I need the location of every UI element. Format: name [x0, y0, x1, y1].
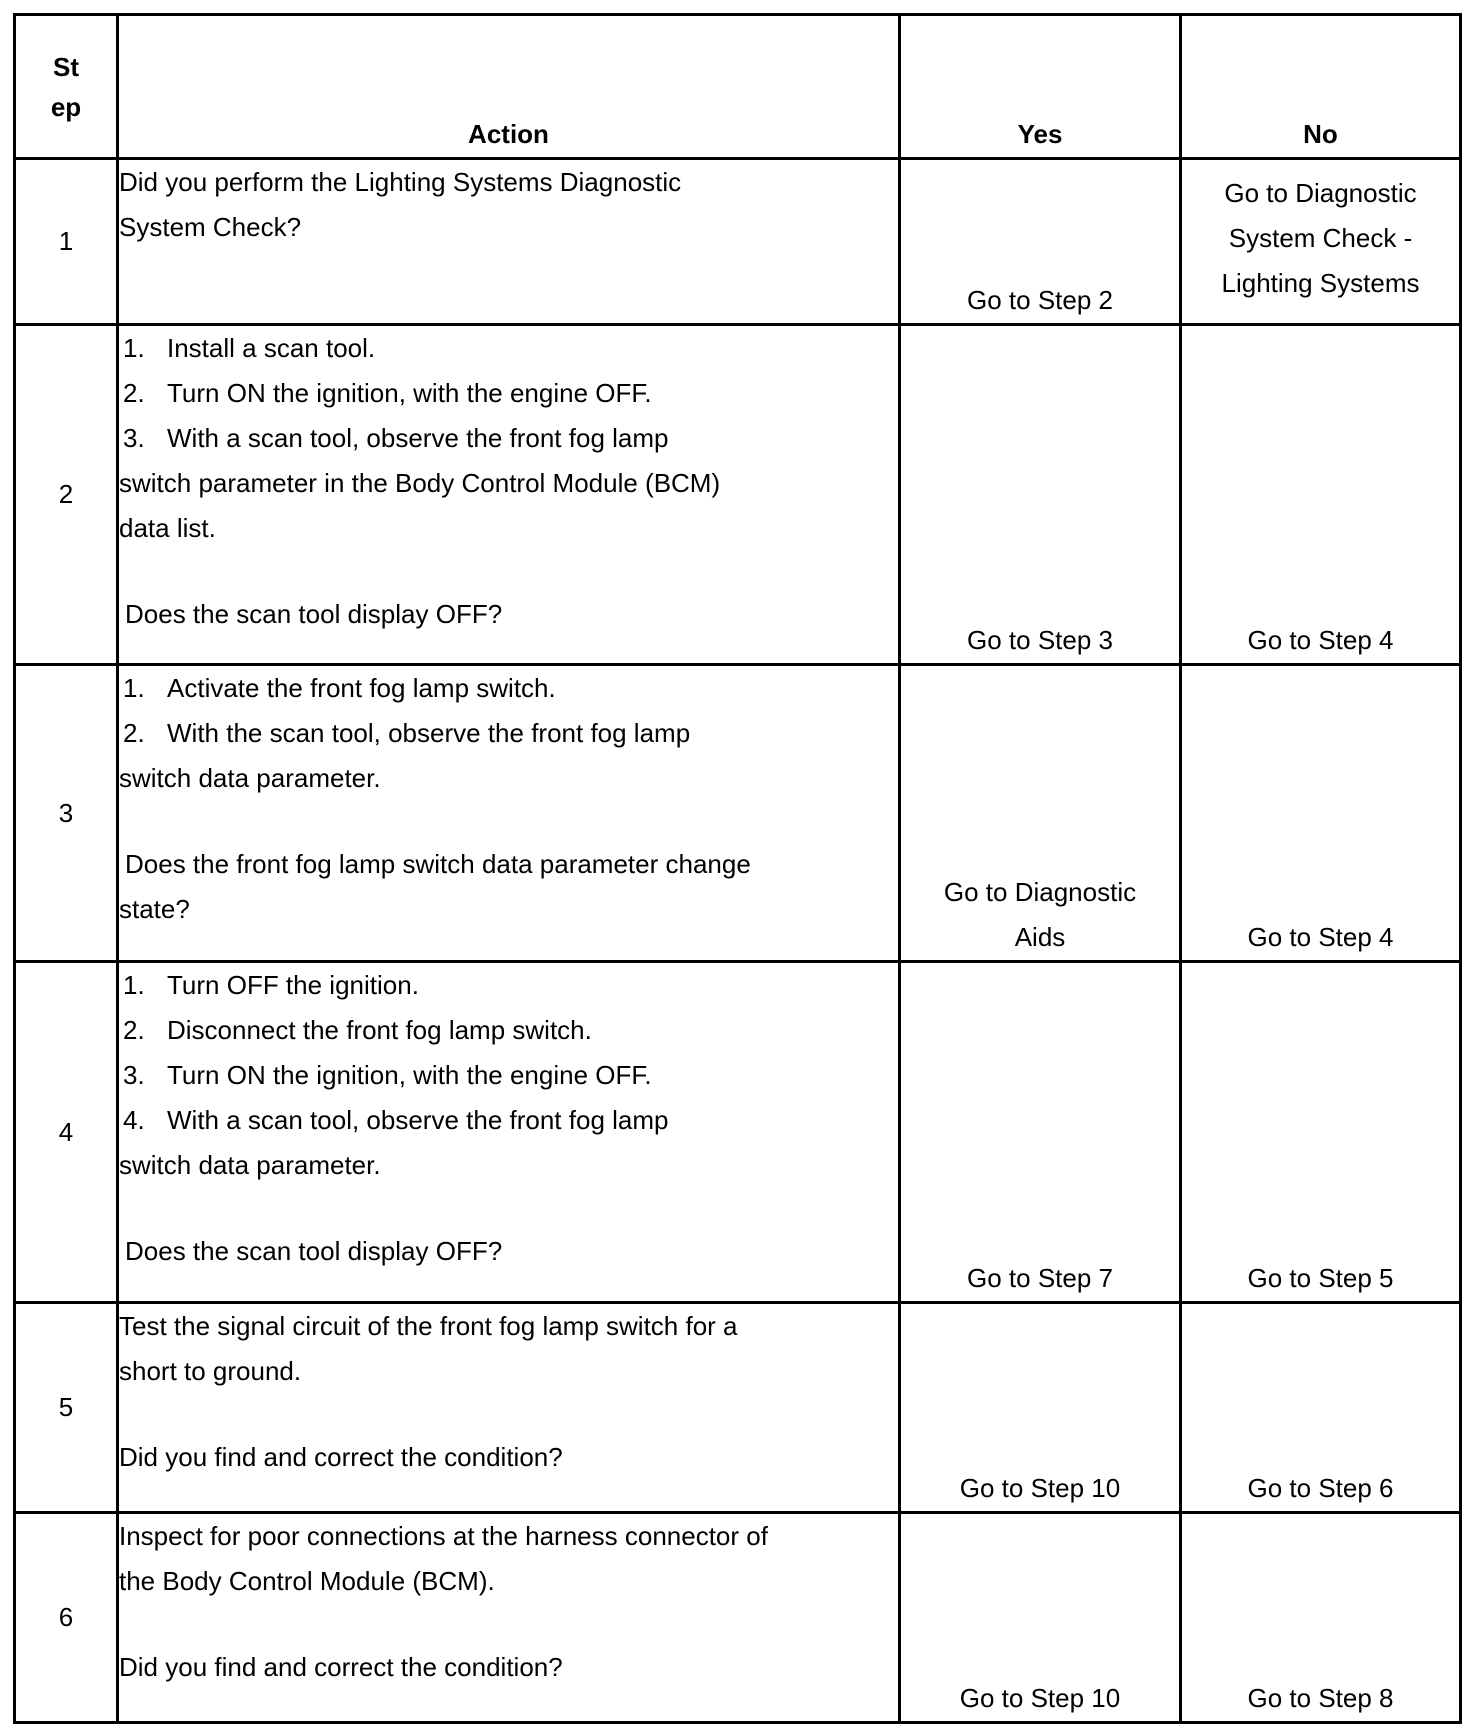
action-text: the Body Control Module (BCM).: [119, 1566, 495, 1596]
list-item: 4. With a scan tool, observe the front fog lamp: [123, 1105, 669, 1135]
action-cell: [118, 962, 900, 1303]
yes-text: Go to Diagnostic: [943, 877, 1137, 907]
yes-cell: Go to Step 3: [900, 325, 1181, 665]
action-list: [119, 666, 898, 756]
action-question: Did you find and correct the condition?: [119, 1442, 563, 1472]
step-number: 6: [15, 1513, 118, 1723]
action-text: Did you perform the Lighting Systems Diagnostic: [119, 167, 682, 197]
no-text: Lighting Systems: [1221, 268, 1420, 298]
yes-cell: Go to Step 7: [900, 962, 1181, 1303]
header-action: Action: [118, 15, 900, 159]
table-row: [15, 159, 1461, 325]
action-list: [119, 963, 898, 1143]
action-text: switch parameter in the Body Control Module (BCM): [119, 468, 721, 498]
list-item: 1. Install a scan tool.: [123, 333, 376, 363]
action-text: short to ground.: [119, 1356, 302, 1386]
yes-cell: Go to Step 2: [900, 159, 1181, 325]
action-cell: [118, 325, 900, 665]
step-number: 1: [15, 159, 118, 325]
step-number: 4: [15, 962, 118, 1303]
yes-cell: [900, 665, 1181, 962]
yes-cell: Go to Step 10: [900, 1303, 1181, 1513]
step-number: 5: [15, 1303, 118, 1513]
yes-text: Aids: [1014, 922, 1066, 952]
table-row: [15, 962, 1461, 1303]
action-cell: [118, 1513, 900, 1723]
table-row: [15, 325, 1461, 665]
table-row: [15, 1513, 1461, 1723]
no-cell: Go to Step 6: [1181, 1303, 1461, 1513]
list-item: 3. With a scan tool, observe the front fog lamp: [123, 423, 669, 453]
action-question: Does the front fog lamp switch data parameter change: [125, 849, 751, 879]
no-cell: Go to Step 4: [1181, 325, 1461, 665]
header-yes: Yes: [900, 15, 1181, 159]
list-item: 1. Turn OFF the ignition.: [123, 970, 419, 1000]
table-row: [15, 665, 1461, 962]
action-question: state?: [119, 894, 190, 924]
header-step: St ep: [15, 15, 118, 159]
header-no: No: [1181, 15, 1461, 159]
no-text: System Check -: [1228, 223, 1413, 253]
list-item: 2. Disconnect the front fog lamp switch.: [123, 1015, 592, 1045]
action-text: switch data parameter.: [119, 1150, 381, 1180]
list-item: 1. Activate the front fog lamp switch.: [123, 673, 556, 703]
table-header-row: [15, 15, 1461, 159]
yes-cell: Go to Step 10: [900, 1513, 1181, 1723]
diagnostic-table: [13, 13, 1462, 1724]
action-list: [119, 326, 898, 461]
step-number: 3: [15, 665, 118, 962]
action-cell: [118, 1303, 900, 1513]
no-cell: Go to Step 8: [1181, 1513, 1461, 1723]
action-question: Did you find and correct the condition?: [119, 1652, 563, 1682]
action-text: Inspect for poor connections at the harness connector of: [119, 1521, 768, 1551]
list-item: 2. Turn ON the ignition, with the engine OFF.: [123, 378, 652, 408]
action-question: Does the scan tool display OFF?: [125, 1236, 503, 1266]
action-question: Does the scan tool display OFF?: [125, 599, 503, 629]
action-text: Test the signal circuit of the front fog lamp switch for a: [119, 1311, 738, 1341]
action-text: data list.: [119, 513, 216, 543]
action-text: System Check?: [119, 212, 302, 242]
action-cell: [118, 665, 900, 962]
no-text: Go to Diagnostic: [1224, 178, 1417, 208]
action-text: switch data parameter.: [119, 763, 381, 793]
list-item: 2. With the scan tool, observe the front fog lamp: [123, 718, 691, 748]
no-cell: Go to Step 5: [1181, 962, 1461, 1303]
step-number: 2: [15, 325, 118, 665]
list-item: 3. Turn ON the ignition, with the engine OFF.: [123, 1060, 652, 1090]
no-cell: [1181, 159, 1461, 325]
no-cell: Go to Step 4: [1181, 665, 1461, 962]
table-row: [15, 1303, 1461, 1513]
action-cell: [118, 159, 900, 325]
